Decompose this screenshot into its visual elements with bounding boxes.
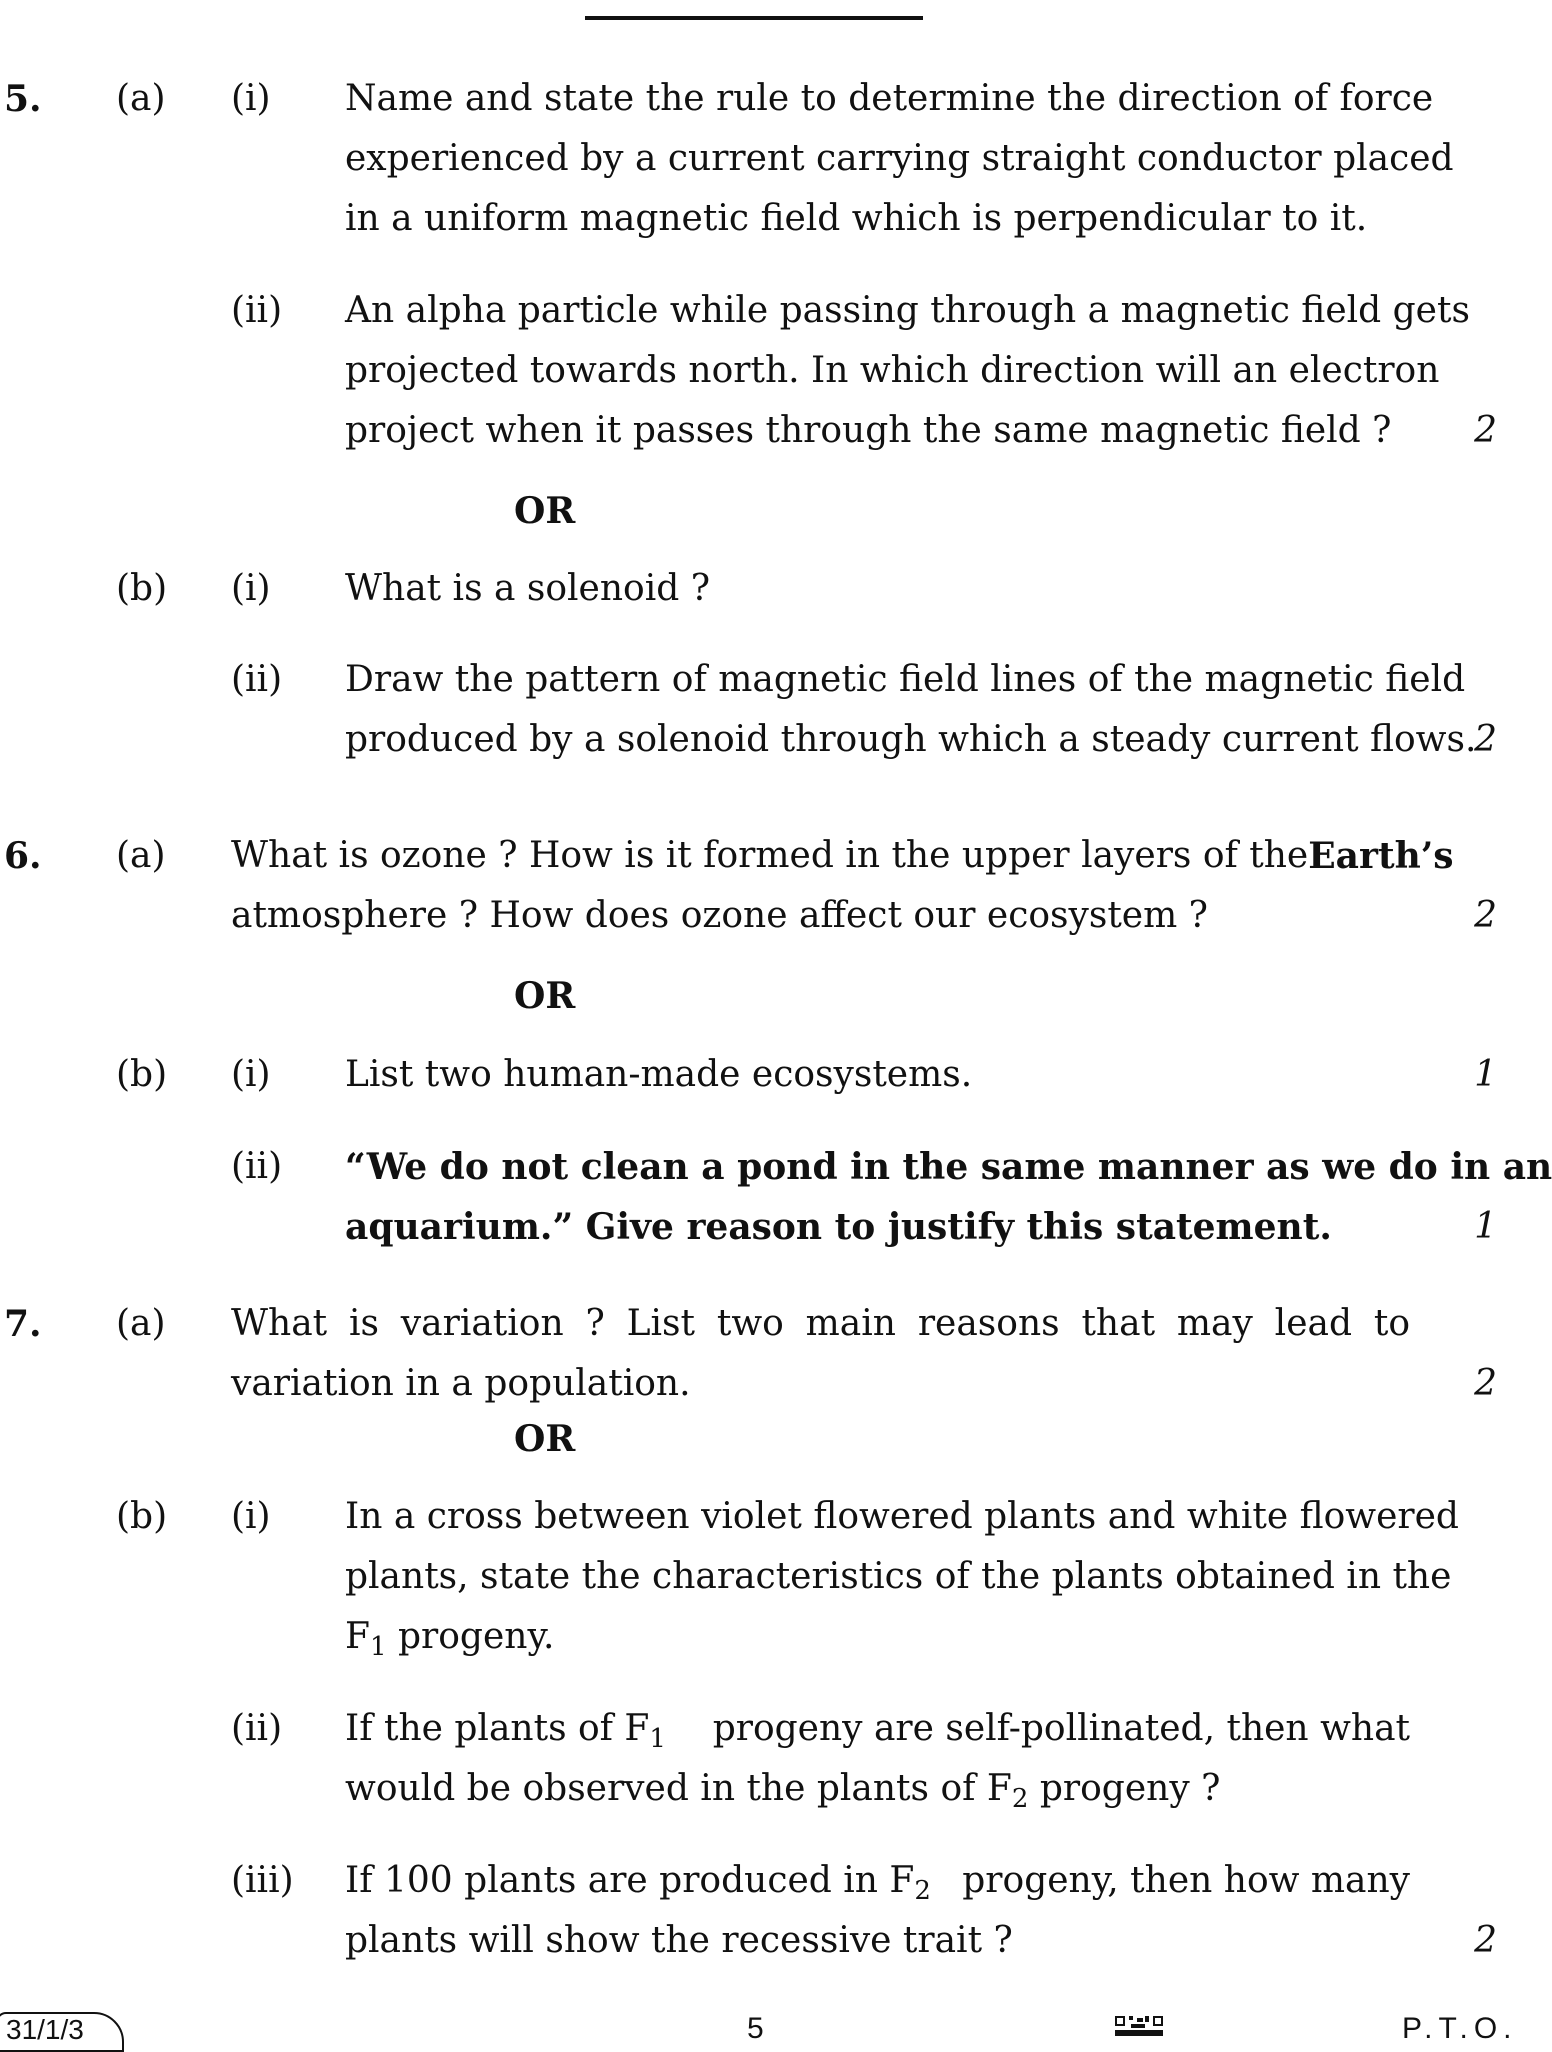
question-number-5: 5.: [4, 78, 42, 120]
q7-b-i-line-2: plants, state the characteristics of the plants obtained in the: [345, 1556, 1452, 1597]
q7-b-i-label: (i): [231, 1496, 271, 1537]
q7-b-label: (b): [116, 1496, 168, 1537]
top-rule: [585, 16, 923, 20]
q7-b-i-line-3-pre: F: [345, 1616, 370, 1657]
q7-b-ii-line-1: [345, 1708, 1410, 1754]
q7-b-iii-line-1: [345, 1860, 1410, 1906]
q6-b-i-line-1: List two human-made ecosystems.: [345, 1054, 973, 1095]
q6-a-label: (a): [116, 835, 166, 876]
q7-b-ii-line-1-a: [345, 1708, 666, 1754]
q7-a-line-2: variation in a population.: [231, 1363, 691, 1404]
q6-a-line-2: atmosphere ? How does ozone affect our ecosystem ?: [231, 895, 1208, 936]
q6-b-ii-label: (ii): [231, 1146, 283, 1187]
q7-b-iii-line-1-pre: If 100 plants are produced in F: [345, 1860, 915, 1901]
q5-a-i-label: (i): [231, 78, 271, 119]
q7-b-ii-line-2-post: progeny ?: [1028, 1768, 1221, 1809]
q7-b-i-line-1: In a cross between violet flowered plants and white flowered: [345, 1496, 1459, 1537]
q7-or: OR: [514, 1418, 576, 1460]
q7-a-label: (a): [116, 1303, 166, 1344]
q5-a-label: (a): [116, 78, 166, 119]
q7-b-iii-line-1-post: progeny, then how many: [962, 1860, 1410, 1901]
q5-b-i-label: (i): [231, 568, 271, 609]
q7-b-ii-line-1-sub: 1: [649, 1724, 666, 1754]
q5-a-ii-line-2: projected towards north. In which direction will an electron: [345, 350, 1440, 391]
q5-or: OR: [514, 490, 576, 532]
q6-a-marks: 2: [1474, 895, 1497, 936]
q7-b-ii-line-2-pre: would be observed in the plants of F: [345, 1768, 1012, 1809]
q6-or: OR: [514, 975, 576, 1017]
q6-b-i-marks: 1: [1474, 1054, 1497, 1095]
q7-b-ii-line-2: [345, 1768, 1445, 1814]
q5-b-marks: 2: [1474, 719, 1497, 760]
q5-a-ii-line-3: project when it passes through the same magnetic field ?: [345, 410, 1392, 451]
q7-a-marks: 2: [1474, 1363, 1497, 1404]
q5-b-ii-line-2: produced by a solenoid through which a steady current flows.: [345, 719, 1477, 760]
q7-b-ii-line-1-post: progeny are self-pollinated, then what: [712, 1708, 1410, 1749]
q6-a-line-1: [231, 835, 1454, 877]
q5-a-ii-label: (ii): [231, 290, 283, 331]
q7-a-line-1: What is variation ? List two main reasons that may lead to: [231, 1303, 1410, 1344]
q7-b-iii-line-1-a: [345, 1860, 931, 1906]
q7-b-ii-label: (ii): [231, 1708, 283, 1749]
q7-b-ii-line-1-pre: If the plants of F: [345, 1708, 650, 1749]
question-number-6: 6.: [4, 835, 42, 877]
q6-b-label: (b): [116, 1054, 168, 1095]
q5-a-marks: 2: [1474, 410, 1497, 451]
q6-a-line-1-text: What is ozone ? How is it formed in the upper layers of the: [231, 835, 1309, 876]
q5-b-ii-label: (ii): [231, 659, 283, 700]
q6-a-line-1-bold: Earth’s: [1308, 835, 1454, 877]
page-number: 5: [747, 2012, 764, 2045]
qr-code-icon: [1115, 2016, 1163, 2036]
q7-b-i-line-3-post: progeny.: [386, 1616, 555, 1657]
q7-b-iii-line-2: plants will show the recessive trait ?: [345, 1920, 1013, 1961]
q5-a-i-line-1: Name and state the rule to determine the direction of force: [345, 78, 1434, 119]
q6-b-ii-line-2: aquarium.” Give reason to justify this statement.: [345, 1206, 1332, 1248]
q6-b-ii-line-1: “We do not clean a pond in the same manner as we do in an: [345, 1146, 1552, 1188]
q5-a-i-line-2: experienced by a current carrying straight conductor placed: [345, 138, 1454, 179]
paper-code: 31/1/3: [0, 2012, 124, 2052]
question-number-7: 7.: [4, 1303, 42, 1345]
q5-a-ii-line-1: An alpha particle while passing through a magnetic field gets: [345, 290, 1470, 331]
q7-b-iii-label: (iii): [231, 1860, 294, 1901]
pto-label: P.T.O.: [1402, 2012, 1518, 2045]
q5-a-i-line-3: in a uniform magnetic field which is perpendicular to it.: [345, 198, 1368, 239]
q7-b-marks: 2: [1474, 1920, 1497, 1961]
q5-b-label: (b): [116, 568, 168, 609]
q7-b-i-line-3: [345, 1616, 1445, 1662]
q5-b-i-line-1: What is a solenoid ?: [345, 568, 711, 609]
q7-b-iii-line-1-sub: 2: [914, 1876, 931, 1906]
q5-b-ii-line-1: Draw the pattern of magnetic field lines of the magnetic field: [345, 659, 1466, 700]
q7-b-ii-line-2-sub: 2: [1011, 1784, 1029, 1814]
q6-b-ii-marks: 1: [1474, 1206, 1497, 1247]
q6-b-i-label: (i): [231, 1054, 271, 1095]
q7-b-i-line-3-sub: 1: [369, 1632, 387, 1662]
